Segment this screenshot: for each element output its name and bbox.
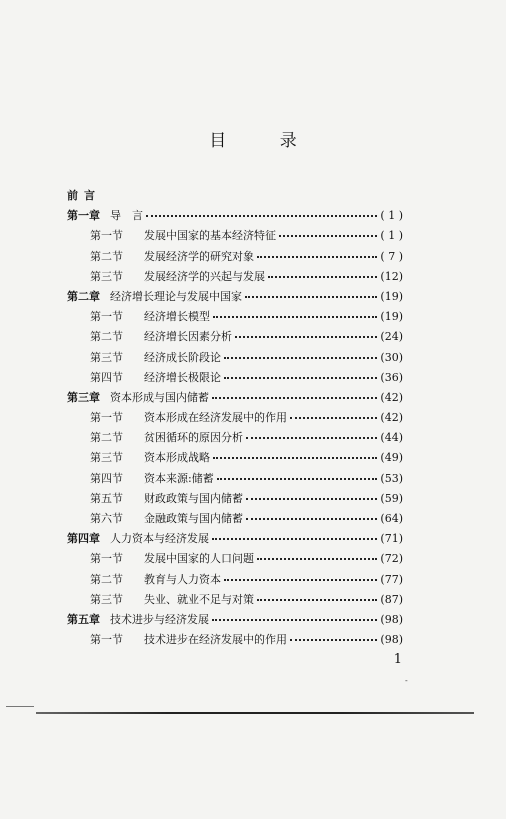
dot-leader <box>245 295 377 298</box>
section-title: 发展中国家的基本经济特征 <box>144 229 276 243</box>
section-page-ref: (72) <box>380 552 403 566</box>
dot-leader <box>257 255 377 258</box>
section-page-ref: (24) <box>380 330 403 344</box>
dot-leader <box>268 275 377 278</box>
toc-section-row <box>67 510 403 530</box>
section-page-ref: (30) <box>380 350 403 364</box>
section-page-ref: (53) <box>380 471 403 485</box>
section-title: 经济成长阶段论 <box>144 350 221 364</box>
section-title: 经济增长因素分析 <box>144 330 232 344</box>
toc-section-row <box>67 248 403 268</box>
section-label: 第一节 <box>90 411 123 425</box>
toc-entries <box>67 207 403 651</box>
toc-section-row <box>67 268 403 288</box>
page-number: 1 <box>393 652 402 667</box>
toc-section-row <box>67 227 403 247</box>
dot-leader <box>146 214 377 217</box>
section-title: 失业、就业不足与对策 <box>144 592 254 606</box>
scan-mark: - <box>405 676 408 685</box>
section-page-ref: (42) <box>380 411 403 425</box>
dot-leader <box>235 335 377 338</box>
section-title: 贫困循环的原因分析 <box>144 431 243 445</box>
chapter-title: 技术进步与经济发展 <box>110 612 209 626</box>
toc-section-row <box>67 470 403 490</box>
table-of-contents <box>67 187 403 651</box>
chapter-title: 经济增长理论与发展中国家 <box>110 289 242 303</box>
section-title: 技术进步在经济发展中的作用 <box>144 633 287 647</box>
toc-section-row <box>67 550 403 570</box>
section-page-ref: ( 7 ) <box>380 249 403 263</box>
section-label: 第六节 <box>90 512 123 525</box>
section-label: 第三节 <box>90 592 123 606</box>
section-page-ref: (77) <box>380 572 403 586</box>
section-title: 经济增长模型 <box>144 310 210 324</box>
toc-chapter-row <box>67 530 403 550</box>
preface-label: 前言 <box>67 189 101 202</box>
dot-leader <box>224 578 377 581</box>
toc-section-row <box>67 490 403 510</box>
chapter-label: 第一章 <box>67 209 100 223</box>
section-page-ref: (87) <box>380 592 403 606</box>
section-label: 第三节 <box>90 350 123 364</box>
toc-chapter-row <box>67 611 403 631</box>
chapter-page-ref: (19) <box>380 289 403 303</box>
toc-section-row <box>67 449 403 469</box>
toc-section-row <box>67 409 403 429</box>
dot-leader <box>213 456 377 459</box>
section-label: 第二节 <box>90 572 123 586</box>
chapter-title: 人力资本与经济发展 <box>110 532 209 546</box>
toc-chapter-row <box>67 207 403 227</box>
toc-section-row <box>67 571 403 591</box>
section-page-ref: (44) <box>380 431 403 445</box>
dot-leader <box>246 436 377 439</box>
section-title: 资本来源:储蓄 <box>144 471 214 485</box>
section-title: 财政政策与国内储蓄 <box>144 491 243 505</box>
chapter-page-ref: (71) <box>380 532 403 546</box>
chapter-page-ref: (98) <box>380 612 403 626</box>
section-title: 金融政策与国内储蓄 <box>144 512 243 525</box>
toc-section-row <box>67 328 403 348</box>
chapter-title: 资本形成与国内储蓄 <box>110 390 209 404</box>
toc-title: 目 录 <box>209 131 321 151</box>
dot-leader <box>212 537 377 540</box>
dot-leader <box>246 517 377 520</box>
toc-preface <box>67 187 403 207</box>
section-label: 第一节 <box>90 633 123 647</box>
section-label: 第一节 <box>90 229 123 243</box>
scan-edge-line <box>36 712 474 714</box>
section-title: 教育与人力资本 <box>144 572 221 586</box>
chapter-label: 第五章 <box>67 612 100 626</box>
section-label: 第三节 <box>90 451 123 465</box>
section-page-ref: (12) <box>380 269 403 283</box>
section-title: 资本形成战略 <box>144 451 210 465</box>
section-label: 第一节 <box>90 552 123 566</box>
chapter-title: 导 言 <box>110 209 143 223</box>
section-label: 第四节 <box>90 370 123 384</box>
section-page-ref: (59) <box>380 491 403 505</box>
section-title: 发展经济学的研究对象 <box>144 249 254 263</box>
section-page-ref: (49) <box>380 451 403 465</box>
toc-chapter-row <box>67 288 403 308</box>
section-label: 第三节 <box>90 269 123 283</box>
section-page-ref: ( 1 ) <box>380 229 403 243</box>
dot-leader <box>290 638 377 641</box>
dot-leader <box>257 557 377 560</box>
section-page-ref: (36) <box>380 370 403 384</box>
section-title: 发展中国家的人口问题 <box>144 552 254 566</box>
section-label: 第五节 <box>90 491 123 505</box>
section-label: 第二节 <box>90 249 123 263</box>
dot-leader <box>212 618 377 621</box>
toc-section-row <box>67 308 403 328</box>
section-page-ref: (19) <box>380 310 403 324</box>
toc-section-row <box>67 429 403 449</box>
dot-leader <box>224 376 377 379</box>
dot-leader <box>212 396 377 399</box>
dot-leader <box>224 356 377 359</box>
section-label: 第二节 <box>90 431 123 445</box>
dot-leader <box>257 598 377 601</box>
chapter-page-ref: (42) <box>380 390 403 404</box>
toc-section-row <box>67 369 403 389</box>
section-label: 第一节 <box>90 310 123 324</box>
section-label: 第四节 <box>90 471 123 485</box>
toc-chapter-row <box>67 389 403 409</box>
dot-leader <box>217 477 378 480</box>
chapter-label: 第三章 <box>67 390 100 404</box>
section-title: 经济增长极限论 <box>144 370 221 384</box>
toc-section-row <box>67 591 403 611</box>
section-page-ref: (64) <box>380 512 403 525</box>
section-title: 资本形成在经济发展中的作用 <box>144 411 287 425</box>
dot-leader <box>246 497 377 500</box>
toc-section-row <box>67 631 403 651</box>
dot-leader <box>213 315 377 318</box>
toc-section-row <box>67 349 403 369</box>
dot-leader <box>290 416 377 419</box>
section-page-ref: (98) <box>380 633 403 647</box>
section-label: 第二节 <box>90 330 123 344</box>
chapter-label: 第四章 <box>67 532 100 546</box>
chapter-page-ref: ( 1 ) <box>380 209 403 223</box>
scan-edge-line-short <box>6 706 34 707</box>
section-title: 发展经济学的兴起与发展 <box>144 269 265 283</box>
chapter-label: 第二章 <box>67 289 100 303</box>
dot-leader <box>279 234 377 237</box>
